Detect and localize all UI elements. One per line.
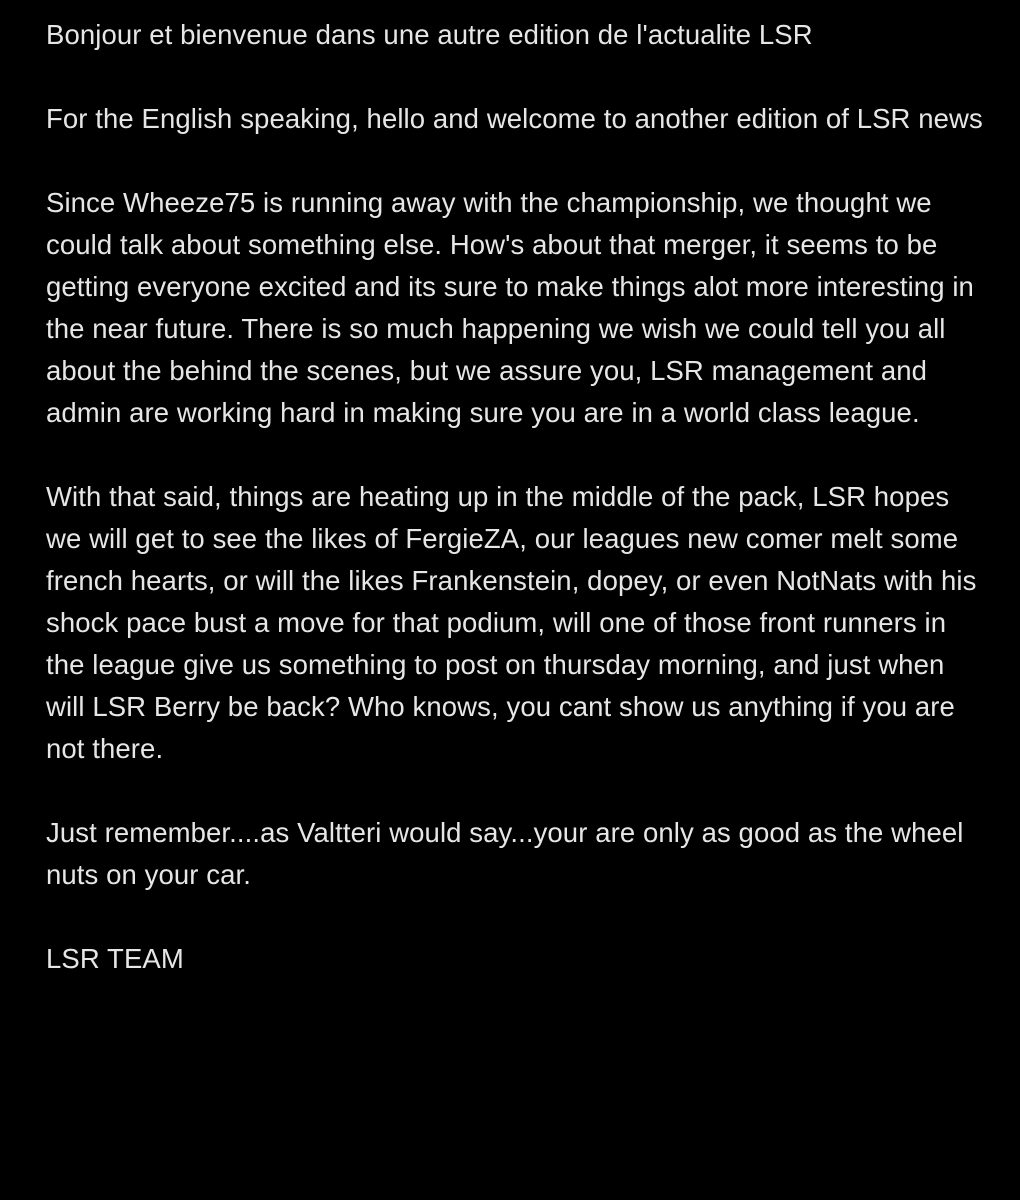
greeting-french: Bonjour et bienvenue dans une autre edition de l'actualite LSR (46, 19, 813, 50)
greeting-english: For the English speaking, hello and welcome to another edition of LSR news (46, 103, 983, 134)
signature: LSR TEAM (46, 943, 184, 974)
paragraph-reminder: Just remember....as Valtteri would say...your are only as good as the wheel nuts on your car. (46, 817, 964, 890)
paragraph-championship: Since Wheeze75 is running away with the championship, we thought we could talk about something else. How's about that merger, it seems to be getting everyone excited and its sure to make things alot more interesting in the near future. There is so much happening we wish we could tell you all about the behind the scenes, but we assure you, LSR management and admin are working hard in making sure you are in a world class league. (46, 187, 974, 428)
note-body (46, 14, 986, 980)
paragraph-midfield: With that said, things are heating up in the middle of the pack, LSR hopes we will get to see the likes of FergieZA, our leagues new comer melt some french hearts, or will the likes Frankenstein, dopey, or even NotNats with his shock pace bust a move for that podium, will one of those front runners in the league give us something to post on thursday morning, and just when will LSR Berry be back? Who knows, you cant show us anything if you are not there. (46, 481, 977, 764)
